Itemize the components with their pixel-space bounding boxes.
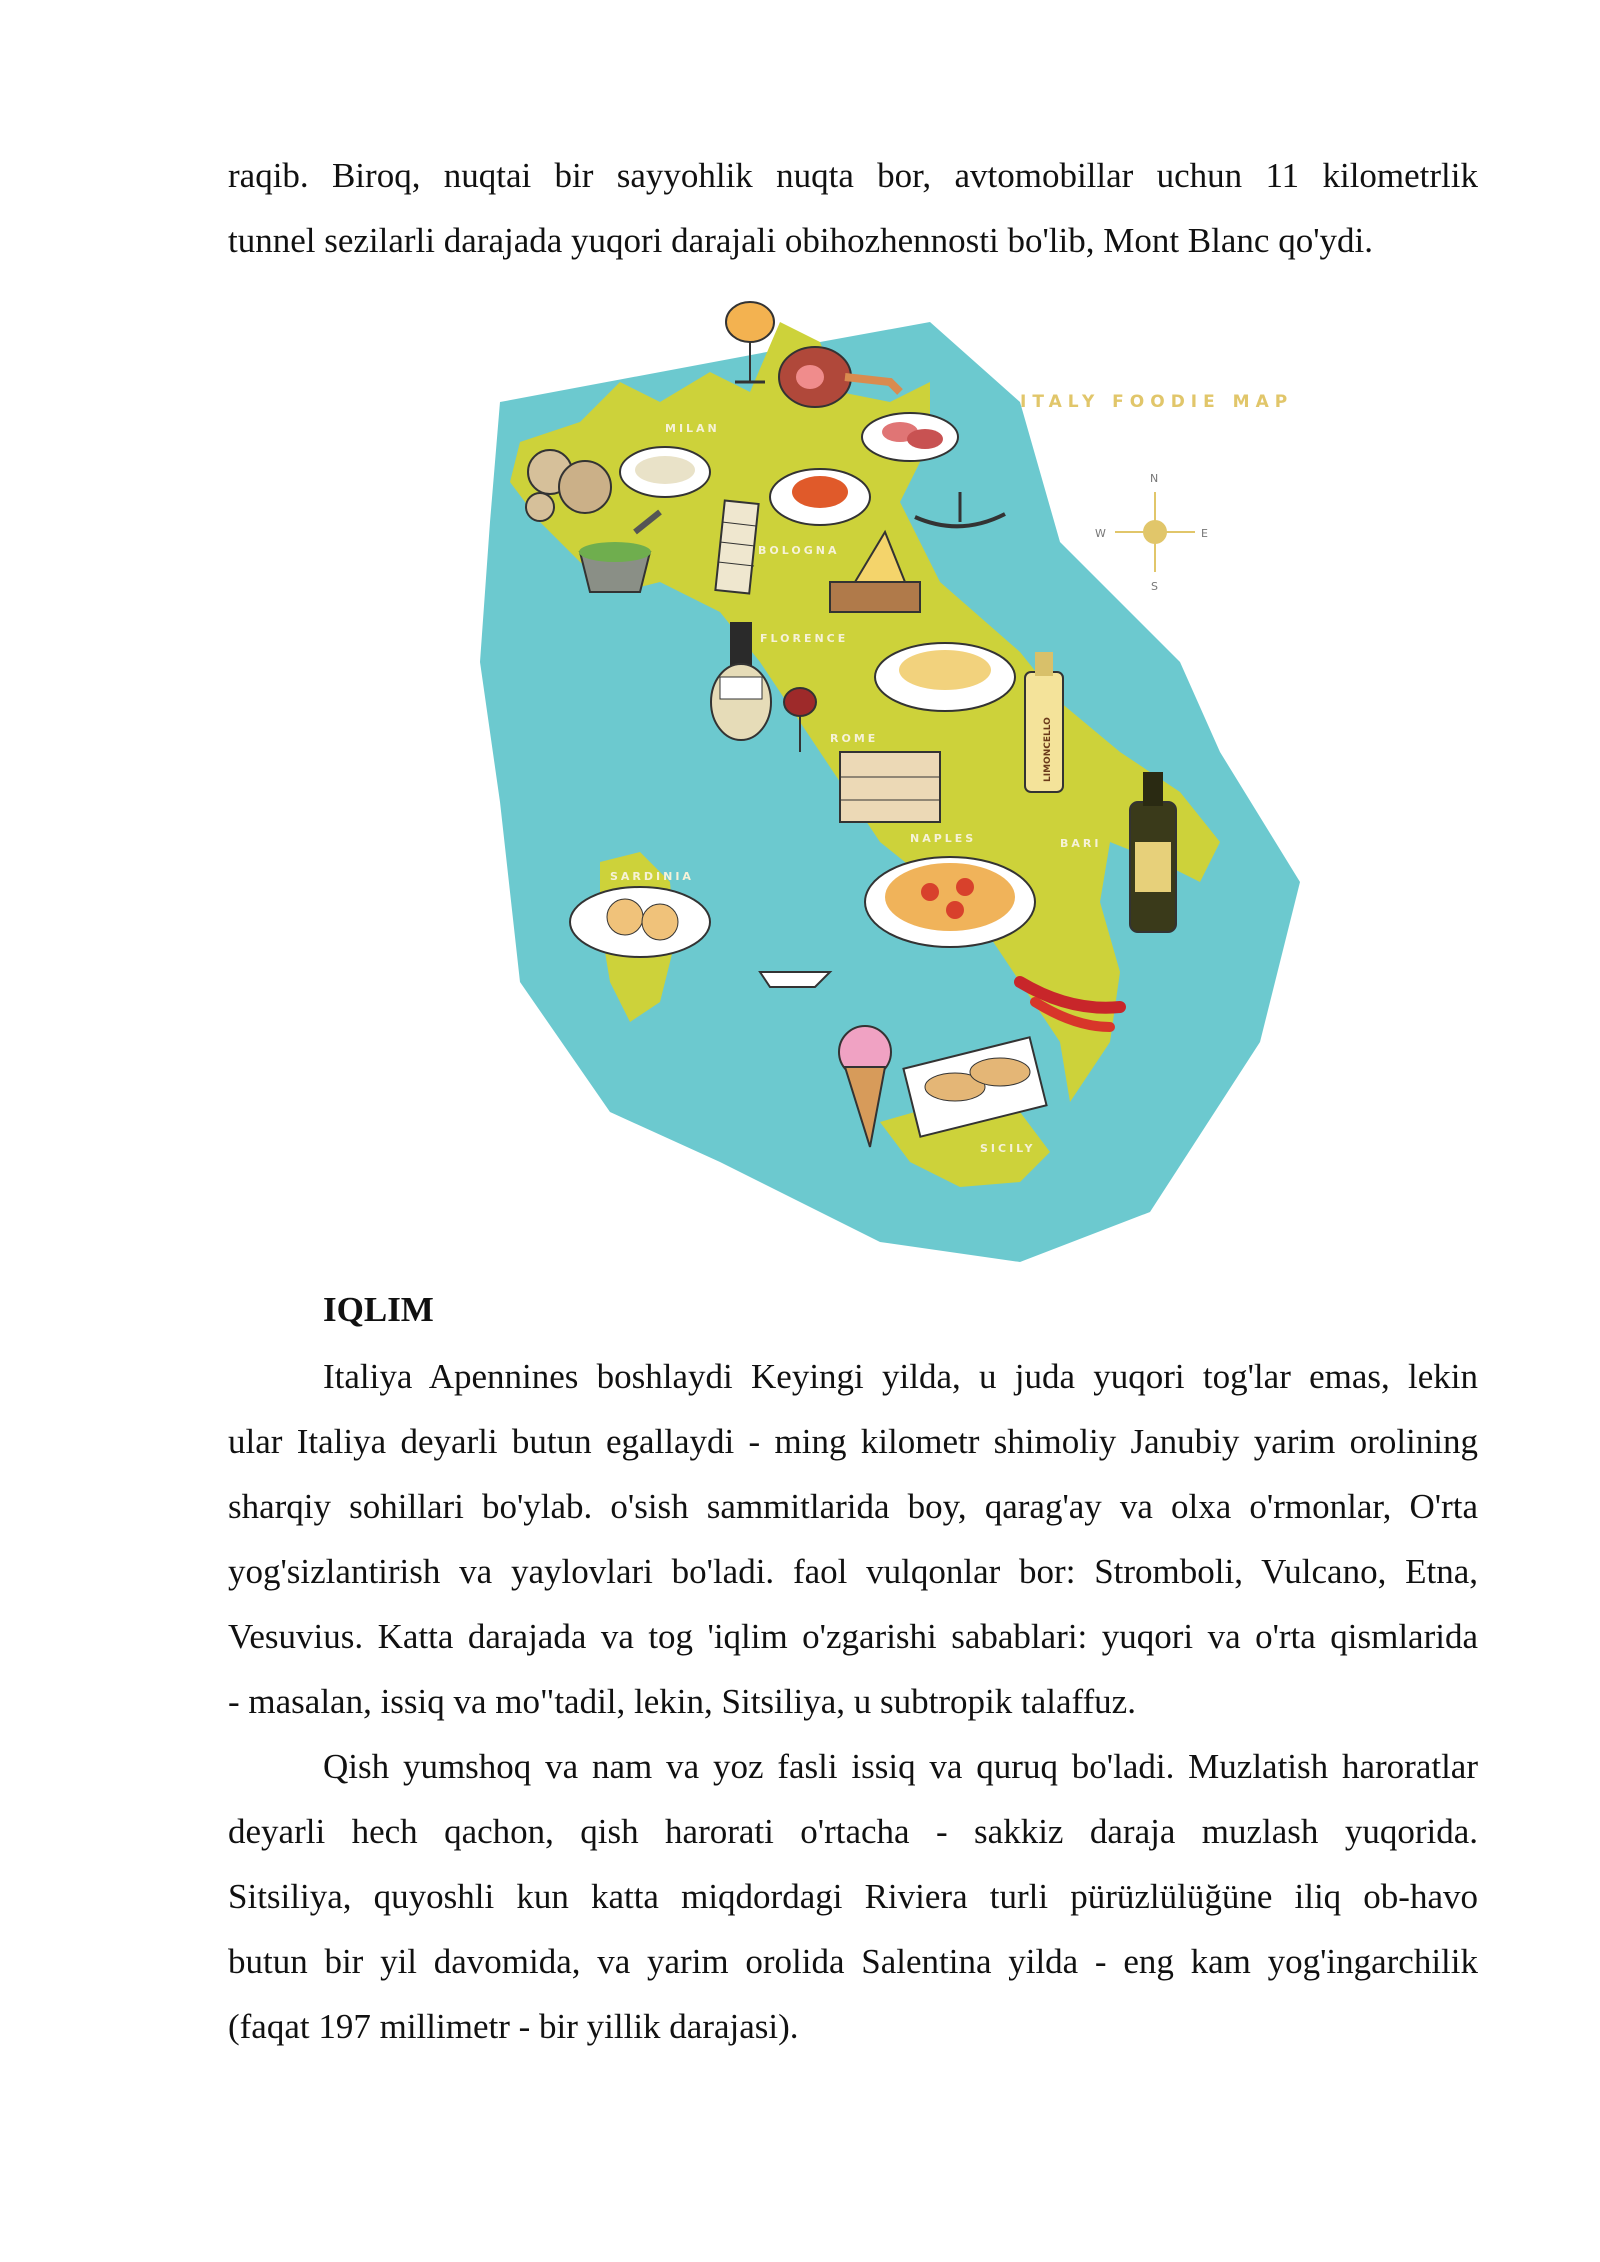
city-milan: MILAN [665, 422, 720, 435]
city-florence: FLORENCE [760, 632, 849, 645]
climate-paragraph-1 [228, 1344, 1478, 1734]
limoncello-label: LIMONCELLO [1043, 717, 1053, 782]
paragraph-line: Sitsiliya, quyoshli kun katta miqdordagi Riviera turli pürüzlülüğüne iliq ob-havo [228, 1877, 1478, 1916]
pizza-icon [865, 857, 1035, 947]
paragraph-line: (faqat 197 millimetr - bir yillik darajasi). [228, 2007, 799, 2046]
ravioli-plate-icon [570, 887, 710, 957]
compass-s: S [1151, 580, 1158, 593]
city-rome: ROME [830, 732, 879, 745]
paragraph-line: Qish yumshoq va nam va yoz fasli issiq va quruq bo'ladi. Muzlatish haroratlar [323, 1747, 1478, 1786]
limoncello-bottle-icon [1025, 652, 1063, 792]
salumi-plate-icon [862, 413, 958, 461]
intro-paragraph [228, 143, 1478, 273]
intro-line: tunnel sezilarli darajada yuqori darajali obihozhennosti bo'lib, Mont Blanc qo'ydi. [228, 221, 1373, 260]
paragraph-line: Italiya Apennines boshlaydi Keyingi yilda, u juda yuqori tog'lar emas, lekin [323, 1357, 1478, 1396]
italy-foodie-map [460, 282, 1340, 1272]
section-heading: IQLIM [323, 1290, 434, 1329]
paragraph-line: yog'sizlantirish va yaylovlari bo'ladi. faol vulqonlar bor: Stromboli, Vulcano, Etna, [228, 1552, 1478, 1591]
bolognese-plate-icon [770, 469, 870, 525]
city-bologna: BOLOGNA [758, 544, 840, 557]
compass-w: W [1095, 527, 1106, 540]
paragraph-line: ular Italiya deyarli butun egallaydi - ming kilometr shimoliy Janubiy yarim orolining [228, 1422, 1478, 1461]
risotto-plate-icon [620, 447, 710, 497]
paragraph-line: butun bir yil davomida, va yarim orolida Salentina yilda - eng kam yog'ingarchilik [228, 1942, 1478, 1981]
compass-icon [1095, 472, 1208, 593]
compass-n: N [1150, 472, 1159, 485]
colosseum-icon [840, 752, 940, 822]
paragraph-line: deyarli hech qachon, qish harorati o'rtacha - sakkiz daraja muzlash yuqorida. [228, 1812, 1478, 1851]
paragraph-line: - masalan, issiq va mo"tadil, lekin, Sitsiliya, u subtropik talaffuz. [228, 1682, 1136, 1721]
city-sardinia: SARDINIA [610, 870, 694, 883]
map-title: ITALY FOODIE MAP [1020, 392, 1294, 412]
pasta-plate-icon [875, 643, 1015, 711]
paragraph-line: Vesuvius. Katta darajada va tog 'iqlim o'zgarishi sabablari: yuqori va o'rta qismlarida [228, 1617, 1478, 1656]
paragraph-line: sharqiy sohillari bo'ylab. o'sish sammitlarida boy, qarag'ay va olxa o'rmonlar, O'rta [228, 1487, 1478, 1526]
city-sicily: SICILY [980, 1142, 1036, 1155]
compass-e: E [1201, 527, 1208, 540]
city-bari: BARI [1060, 837, 1102, 850]
intro-line: raqib. Biroq, nuqtai bir sayyohlik nuqta bor, avtomobillar uchun 11 kilometrlik [228, 156, 1478, 195]
climate-paragraph-2 [228, 1734, 1478, 2059]
city-naples: NAPLES [910, 832, 977, 845]
